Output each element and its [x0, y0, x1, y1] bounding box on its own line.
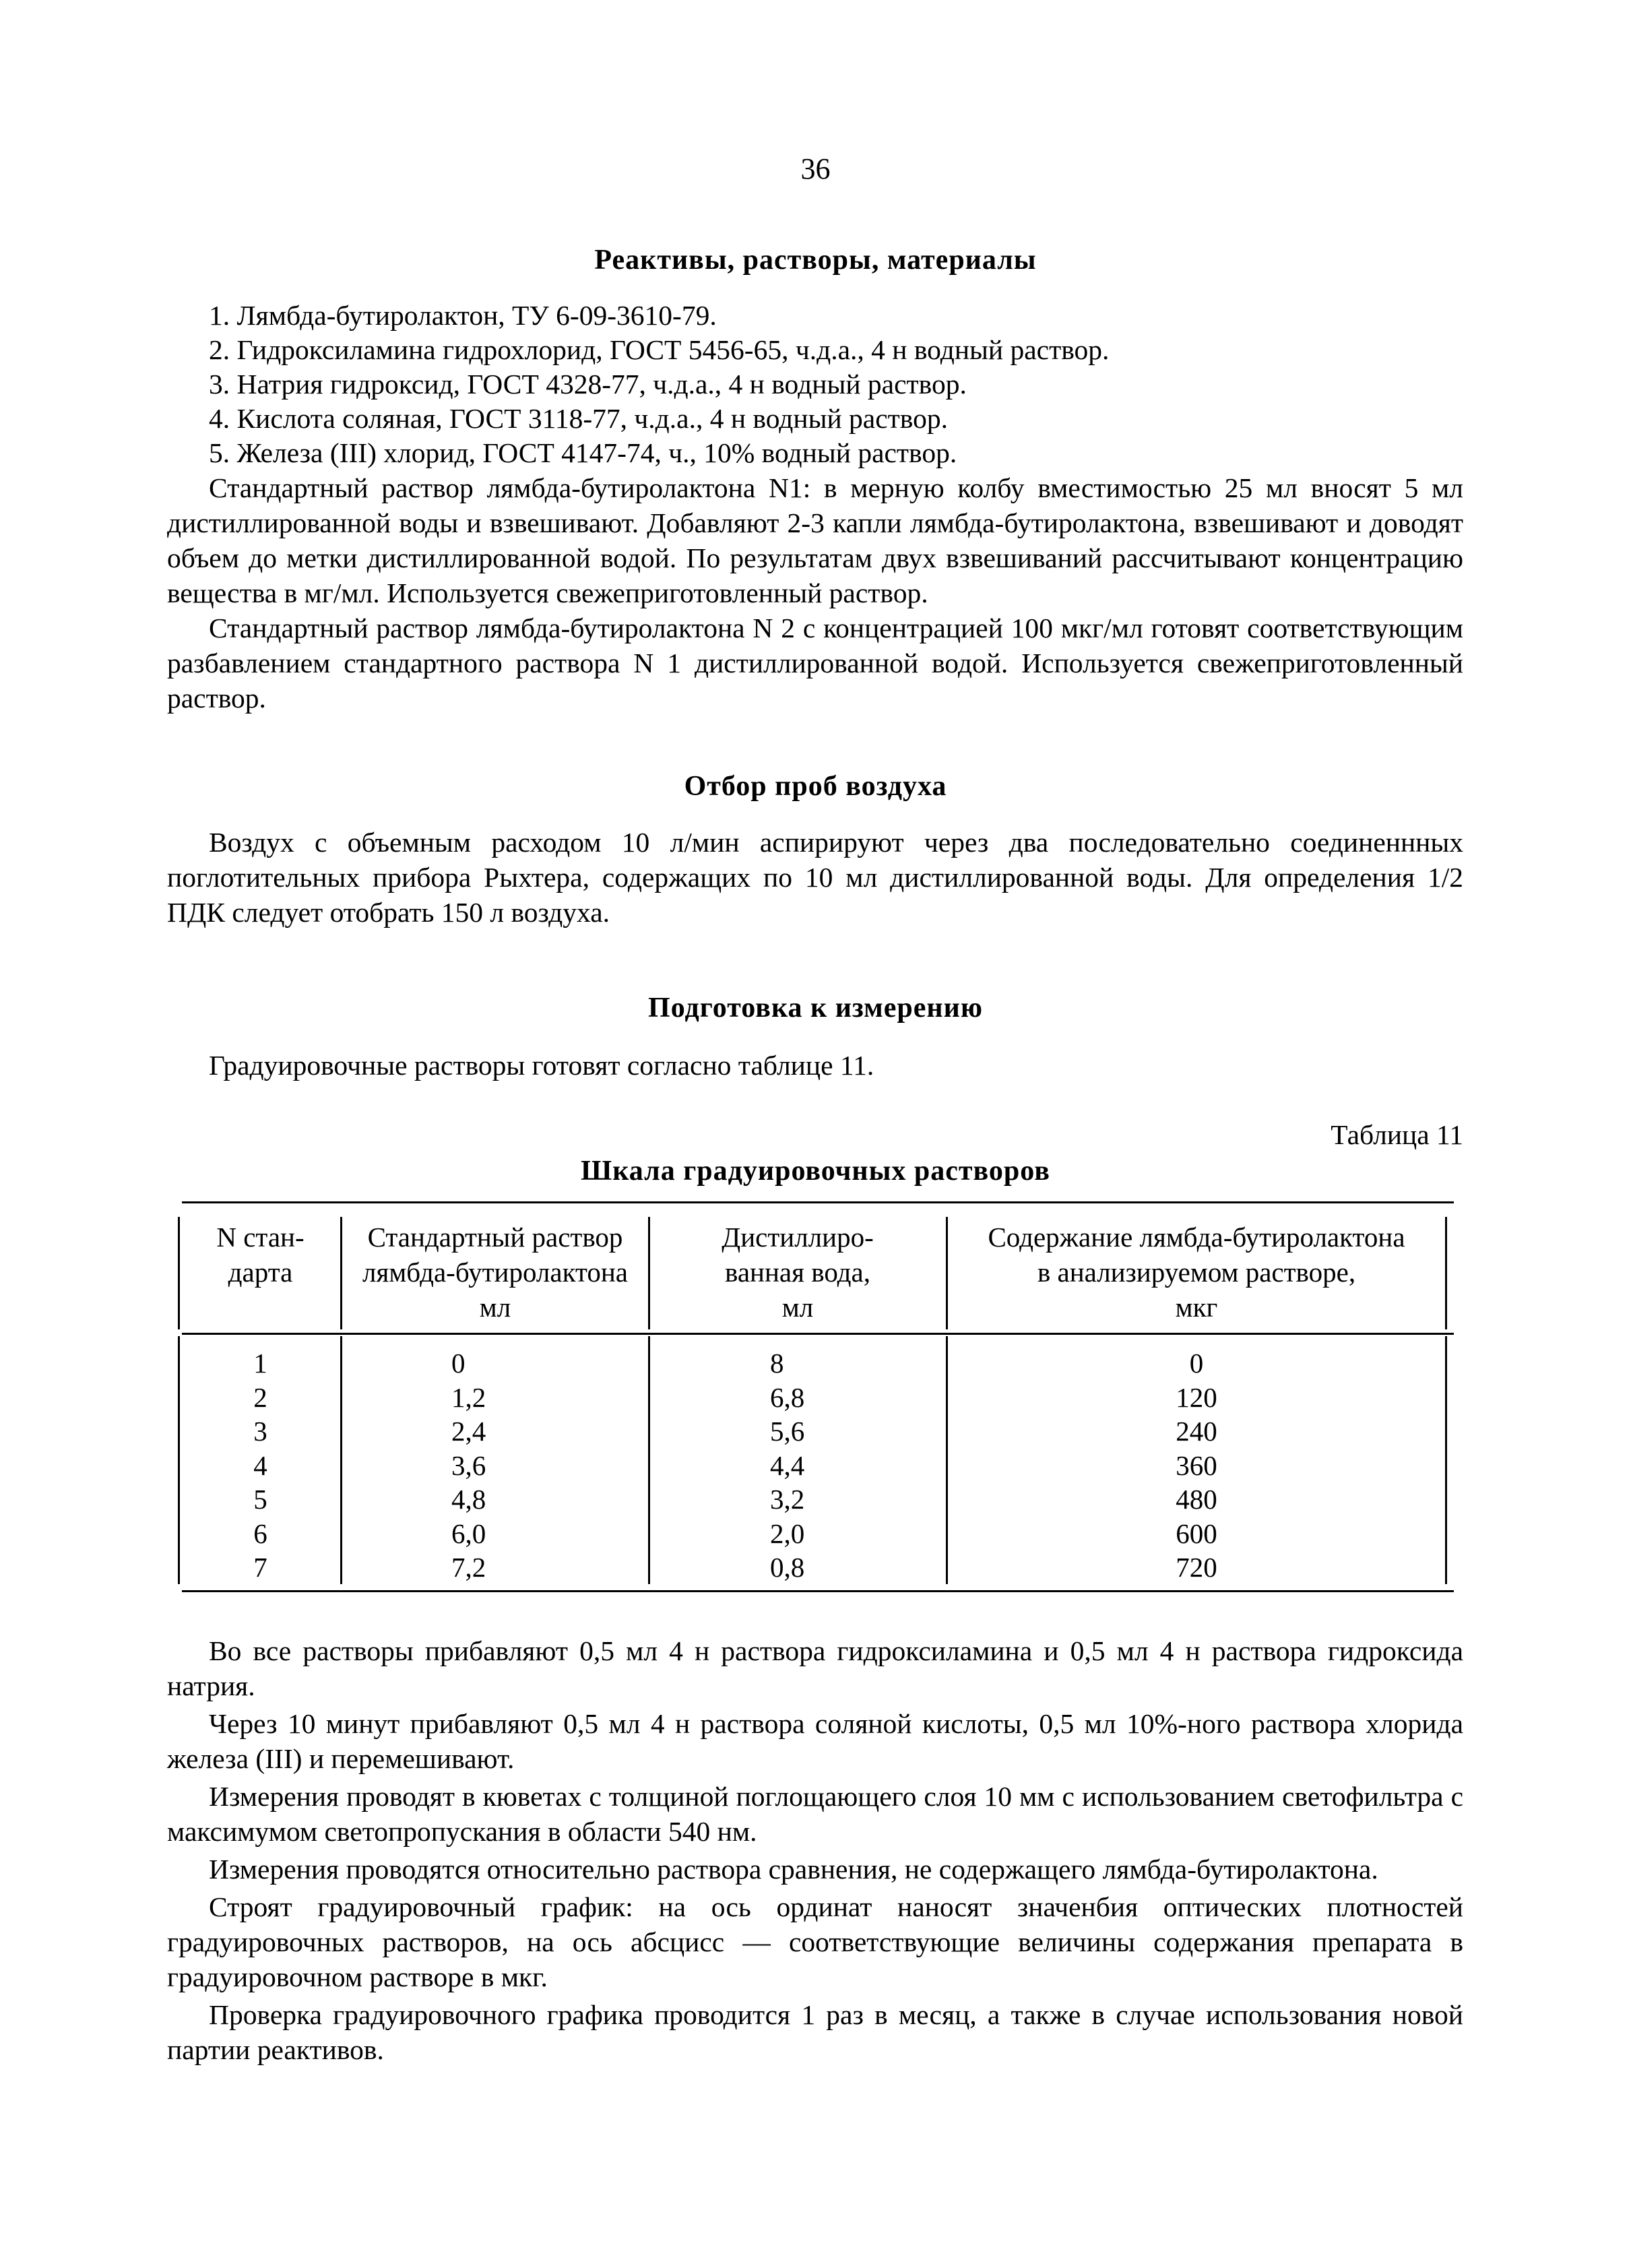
- table-border: [178, 1336, 180, 1584]
- page-number: 36: [800, 152, 831, 185]
- sampling-heading: Отбор проб воздуха: [684, 771, 947, 802]
- reagent-item: 5. Железа (III) хлорид, ГОСТ 4147-74, ч., 10% водный раствор.: [209, 437, 957, 468]
- table-border: [340, 1336, 342, 1584]
- paragraph: Строят градуировочный график: на ось ординат наносят значенбия оптических плотностей градуировочных растворов, на ось абсцисс — соответствующие величины содержания препарата в градуировочном растворе в мкг.: [167, 1891, 1463, 1992]
- header-standard-solution: Стандартный раствор лямбда-бутиролактона мл: [362, 1222, 628, 1323]
- table-title: Шкала градуировочных растворов: [581, 1156, 1050, 1187]
- paragraph: Стандартный раствор лямбда-бутиролактона N 2 с концентрацией 100 мкг/мл готовят соответствующим разбавлением стандартного раствора N 1 дистиллированной водой. Используется свежеприготовленный раствор.: [167, 612, 1463, 714]
- paragraph: Во все растворы прибавляют 0,5 мл 4 н раствора гидроксиламина и 0,5 мл 4 н раствора гидроксида натрия.: [167, 1635, 1463, 1701]
- preparation-intro: [167, 1048, 1463, 1083]
- paragraph: Градуировочные растворы готовят согласно таблице 11.: [209, 1050, 874, 1081]
- reagents-list: [209, 298, 1455, 470]
- reagent-item: 1. Лямбда-бутиролактон, ТУ 6-09-3610-79.: [209, 300, 717, 331]
- reagent-item: 3. Натрия гидроксид, ГОСТ 4328-77, ч.д.а., 4 н водный раствор.: [209, 369, 967, 400]
- procedure-text: [167, 1633, 1463, 2067]
- paragraph: Измерения проводят в кюветах с толщиной поглощающего слоя 10 мм с использованием светофильтра с максимумом светопропускания в области 540 нм.: [167, 1781, 1463, 1847]
- table-border: [178, 1217, 180, 1329]
- table-border: [946, 1217, 948, 1329]
- header-content: Содержание лямбда-бутиролактона в анализируемом растворе, мкг: [988, 1222, 1405, 1323]
- reagent-item: 2. Гидроксиламина гидрохлорид, ГОСТ 5456-65, ч.д.а., 4 н водный раствор.: [209, 334, 1110, 365]
- header-standard-number: N стан- дарта: [216, 1222, 305, 1288]
- paragraph: Через 10 минут прибавляют 0,5 мл 4 н раствора соляной кислоты, 0,5 мл 10%-ного раствора хлорида железа (III) и перемешивают.: [167, 1708, 1463, 1774]
- column-content: 0 120 240 360 480 600 720: [1176, 1348, 1217, 1583]
- paragraph: Измерения проводятся относительно раствора сравнения, не содержащего лямбда-бутиролактона.: [209, 1854, 1378, 1885]
- table-border: [1445, 1336, 1447, 1584]
- reagents-heading: Реактивы, растворы, материалы: [594, 245, 1037, 276]
- reagent-item: 4. Кислота соляная, ГОСТ 3118-77, ч.д.а., 4 н водный раствор.: [209, 403, 948, 434]
- preparation-heading: Подготовка к измерению: [648, 993, 983, 1023]
- table-header-rule: [182, 1333, 1454, 1335]
- standard-solutions-text: [167, 470, 1463, 716]
- table-number: Таблица 11: [1331, 1119, 1463, 1150]
- header-distilled-water: Дистиллиро- ванная вода, мл: [722, 1222, 874, 1323]
- table-top-rule: [182, 1201, 1454, 1203]
- table-border: [946, 1336, 948, 1584]
- column-standard-number: 1 2 3 4 5 6 7: [253, 1348, 267, 1583]
- column-standard-solution: 0 1,2 2,4 3,6 4,8 6,0 7,2: [451, 1348, 486, 1583]
- table-border: [340, 1217, 342, 1329]
- column-distilled-water: 8 6,8 5,6 4,4 3,2 2,0 0,8: [770, 1348, 805, 1583]
- table-bottom-rule: [182, 1590, 1454, 1592]
- sampling-text: [167, 825, 1463, 930]
- paragraph: Стандартный раствор лямбда-бутиролактона N1: в мерную колбу вместимостью 25 мл вносят 5 мл дистиллированной воды и взвешивают. Добавляют 2-3 капли лямбда-бутиролактона, взвешивают и доводят объем до метки дистиллированной водой. По результатам двух взвешиваний рассчитывают концентрацию вещества в мг/мл. Используется свежеприготовленный раствор.: [167, 472, 1463, 608]
- table-border: [1445, 1217, 1447, 1329]
- table-border: [648, 1336, 650, 1584]
- paragraph: Проверка градуировочного графика проводится 1 раз в месяц, а также в случае использования новой партии реактивов.: [167, 1999, 1463, 2065]
- paragraph: Воздух с объемным расходом 10 л/мин аспирируют через два последовательно соединеннных поглотительных прибора Рыхтера, содержащих по 10 мл дистиллированной воды. Для определения 1/2 ПДК следует отобрать 150 л воздуха.: [167, 827, 1463, 928]
- table-border: [648, 1217, 650, 1329]
